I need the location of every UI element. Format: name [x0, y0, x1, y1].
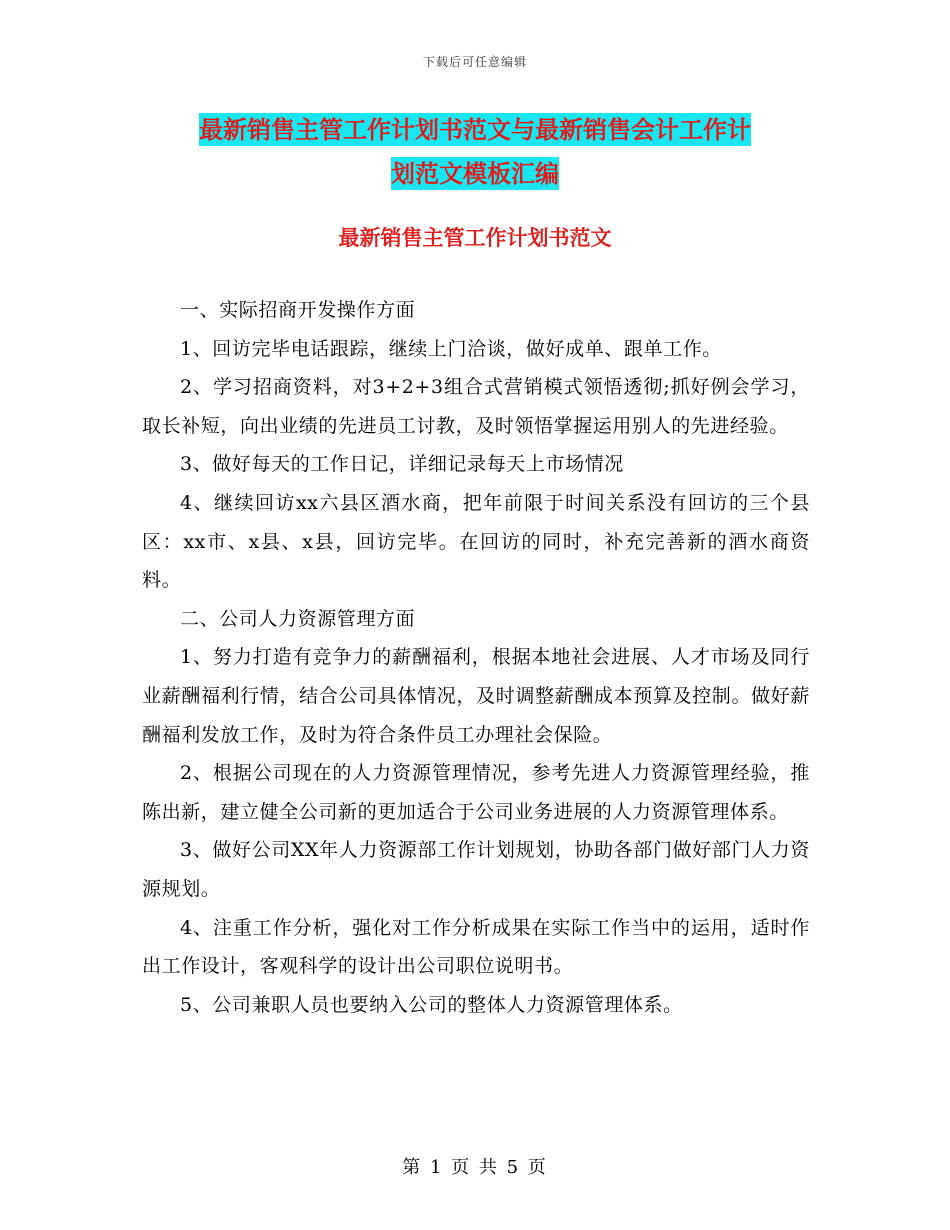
paragraph: 一、实际招商开发操作方面 — [180, 299, 416, 321]
section-title: 最新销售主管工作计划书范文 — [338, 225, 612, 250]
document-title-line2 — [0, 157, 950, 191]
paragraph: 3、做好公司XX年人力资源部工作计划规划，协助各部门做好部门人力资源规划。 — [142, 839, 810, 900]
paragraph: 2、学习招商资料，对3+2+3组合式营销模式领悟透彻;抓好例会学习，取长补短，向出业绩的先进员工讨教，及时领悟掌握运用别人的先进经验。 — [142, 376, 810, 437]
paragraph: 3、做好每天的工作日记，详细记录每天上市场情况 — [180, 453, 624, 476]
paragraph: 5、公司兼职人员也要纳入公司的整体人力资源管理体系。 — [180, 993, 683, 1016]
page-number-footer: 第 1 页 共 5 页 — [402, 1157, 548, 1178]
document-title-line1-text: 最新销售主管工作计划书范文与最新销售会计工作计 — [199, 115, 751, 144]
paragraph: 4、继续回访xx六县区酒水商，把年前限于时间关系没有回访的三个县区：xx市、x县、x县，回访完毕。在回访的同时，补充完善新的酒水商资料。 — [142, 491, 810, 592]
document-title-line2-text: 划范文模板汇编 — [391, 159, 559, 188]
paragraph: 2、根据公司现在的人力资源管理情况，参考先进人力资源管理经验，推陈出新，建立健全公司新的更加适合于公司业务进展的人力资源管理体系。 — [142, 762, 810, 823]
document-body — [142, 291, 810, 1024]
header-note: 下载后可任意编辑 — [422, 55, 527, 69]
paragraph: 二、公司人力资源管理方面 — [180, 607, 416, 630]
paragraph: 4、注重工作分析，强化对工作分析成果在实际工作当中的运用，适时作出工作设计，客观科学的设计出公司职位说明书。 — [142, 916, 810, 978]
paragraph: 1、努力打造有竞争力的薪酬福利，根据本地社会进展、人才市场及同行业薪酬福利行情，结合公司具体情况，及时调整薪酬成本预算及控制。做好薪酬福利发放工作，及时为符合条件员工办理社会保险。 — [142, 646, 810, 746]
paragraph: 1、回访完毕电话跟踪，继续上门洽谈，做好成单、跟单工作。 — [180, 337, 722, 360]
document-title-line1 — [0, 113, 950, 147]
